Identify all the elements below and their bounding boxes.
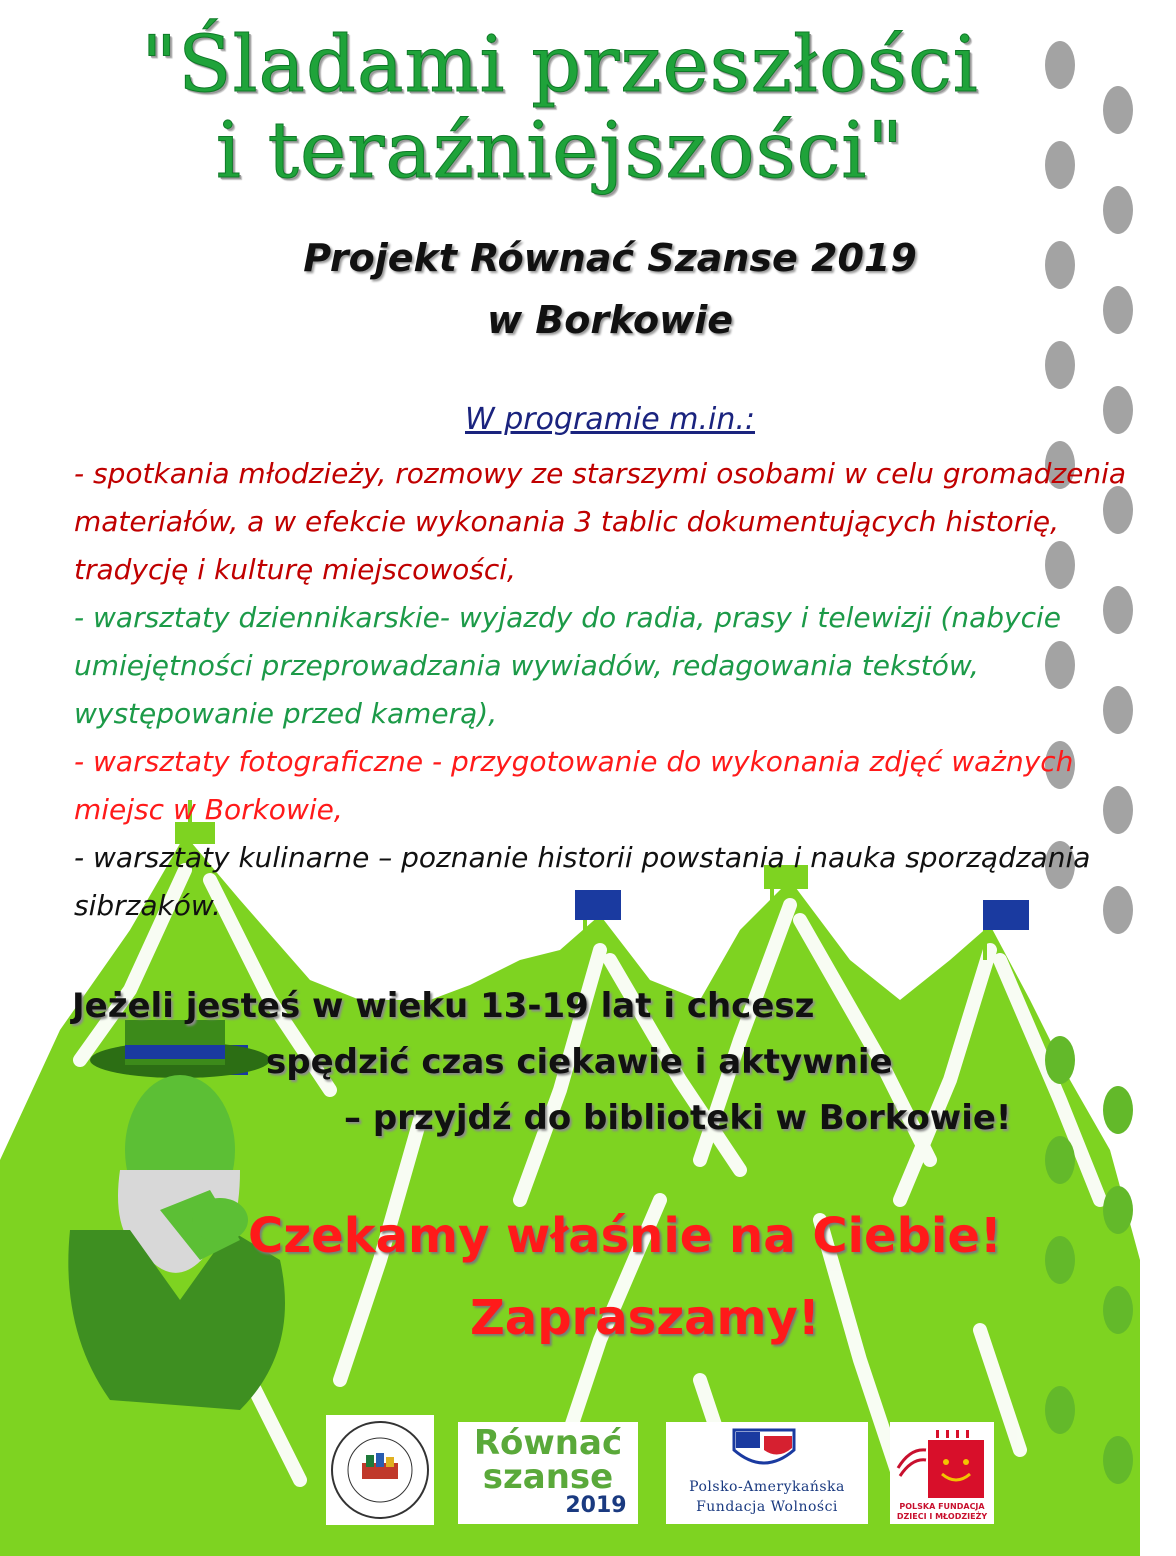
library-logo — [326, 1415, 434, 1525]
pfdm-logo-line-1: POLSKA FUNDACJA — [899, 1502, 985, 1511]
closing-line-2: Zapraszamy! — [470, 1290, 820, 1346]
rownac-logo-line-1: Równać — [473, 1423, 623, 1463]
program-list — [74, 450, 1154, 930]
call-to-action-line-2: spędzić czas ciekawie i aktywnie — [266, 1042, 893, 1082]
poster-title-line-2: i teraźniejszości" — [215, 106, 905, 196]
call-to-action-line-1: Jeżeli jesteś w wieku 13-19 lat i chcesz — [72, 986, 815, 1026]
pfdm-logo — [890, 1422, 994, 1524]
library-seal-icon — [326, 1415, 434, 1525]
rownac-logo-line-2: szanse — [482, 1457, 614, 1497]
pafw-logo-line-2: Fundacja Wolności — [696, 1499, 838, 1515]
program-item: - spotkania młodzieży, rozmowy ze starszymi osobami w celu gromadzenia materiałów, a w efekcie wykonania 3 tablic dokumentujących historię, tradycję i kulturę miejscowości, — [74, 457, 1127, 586]
pfdm-emblem-icon — [896, 1428, 988, 1498]
rownac-szanse-logo — [458, 1422, 638, 1524]
pafw-logo-line-1: Polsko-Amerykańska — [689, 1479, 845, 1495]
pfdm-logo-line-2: DZIECI I MŁODZIEŻY — [896, 1512, 988, 1521]
program-item: - warsztaty dziennikarskie- wyjazdy do radia, prasy i telewizji (nabycie umiejętności przeprowadzania wywiadów, redagowania tekstów, występowanie przed kamerą), — [74, 601, 1062, 730]
program-heading: W programie m.in.: — [465, 402, 755, 437]
program-item: - warsztaty kulinarne – poznanie historii powstania i nauka sporządzania sibrzaków. — [74, 841, 1091, 922]
closing-line-1: Czekamy właśnie na Ciebie! — [248, 1208, 1002, 1264]
program-item: - warsztaty fotograficzne - przygotowanie do wykonania zdjęć ważnych miejsc w Borkowie, — [74, 745, 1074, 826]
subtitle-line-1: Projekt Równać Szanse 2019 — [303, 236, 917, 280]
call-to-action-line-3: – przyjdź do biblioteki w Borkowie! — [344, 1098, 1012, 1138]
rownac-logo-year: 2019 — [565, 1493, 627, 1518]
pafw-emblem-icon — [728, 1426, 800, 1472]
pafw-logo — [666, 1422, 868, 1524]
subtitle-line-2: w Borkowie — [486, 298, 734, 342]
poster-title-line-1: "Śladami przeszłości — [141, 20, 979, 110]
